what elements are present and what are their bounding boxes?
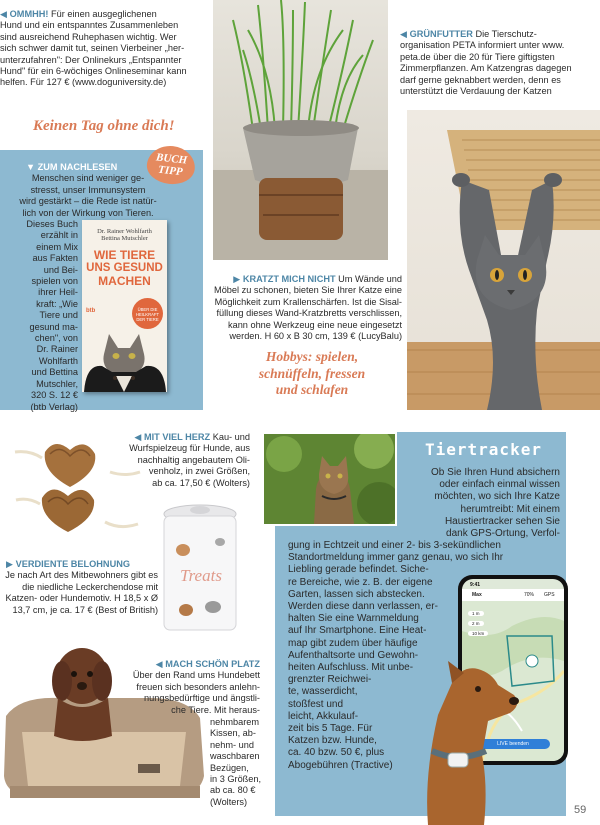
herz-line: Kau- und bbox=[212, 432, 250, 442]
platz-line: che Tiere. Mit heraus- bbox=[171, 704, 260, 715]
platz-line: (Wolters) bbox=[210, 796, 248, 807]
book-side-line: Mutschler, bbox=[36, 378, 78, 389]
phone-header bbox=[462, 589, 564, 601]
tracker-line: Katzen bzw. Hunde, bbox=[288, 735, 377, 747]
treats-jar bbox=[158, 502, 243, 634]
slogan-mid bbox=[222, 349, 402, 399]
triangle-left-icon: ◀ bbox=[400, 29, 408, 39]
tracker-line: oder einfach einmal wissen bbox=[439, 479, 560, 491]
phone-pet-name: Max bbox=[472, 592, 482, 598]
book-author: Bettina Mutschler bbox=[101, 235, 148, 242]
tracker-line: te, wasserdicht, bbox=[288, 686, 358, 698]
kratzt-line: füllung dieses Wand-Kratzbretts verschlissen, bbox=[216, 308, 402, 319]
phone-gps: GPS bbox=[544, 592, 555, 598]
book-sub-line: HEILKRAFT bbox=[135, 312, 160, 317]
kratzt-line: Möbel zu schonen, bieten Sie Ihrer Katze eine bbox=[214, 285, 402, 296]
cat-scratcher-image bbox=[407, 110, 600, 410]
tracker-line: gung in Echtzeit und einer 2- bis 3-sekündlichen bbox=[288, 540, 501, 551]
platz-line: Bezügen, bbox=[210, 762, 249, 773]
tracker-line: halten Sie eine Warnmeldung bbox=[288, 613, 419, 625]
book-side-line: chen", von bbox=[34, 333, 78, 344]
tracker-line: Werden diese dann verlassen, er- bbox=[288, 601, 438, 613]
book-top-line: wird gestärkt – die Rede ist natür- bbox=[19, 196, 157, 207]
kratzt-line: werden. H 60 x B 30 cm, 139 € (LucyBalu) bbox=[229, 331, 402, 342]
platz-heading: MACH SCHÖN PLATZ bbox=[165, 659, 260, 669]
book-top-line: Menschen sind weniger ge- bbox=[31, 173, 145, 184]
ommhh-line: sind ausreichend Ruhephasen wichtig. Wer bbox=[0, 31, 177, 42]
triangle-left-icon: ◀ bbox=[155, 659, 163, 669]
slogan-top: Keinen Tag ohne dich! bbox=[33, 118, 175, 134]
kratzt-line: Um Wände und bbox=[338, 274, 402, 284]
book-side-line: erzählt in bbox=[40, 230, 78, 241]
badge-word: BUCH bbox=[155, 151, 188, 167]
tracker-line: Abogebühren (Tractive) bbox=[288, 759, 393, 771]
phone-battery: 70% bbox=[524, 592, 535, 598]
book-side-line: gesund ma- bbox=[29, 321, 78, 332]
book-side-line: kraft: „Wie bbox=[36, 298, 78, 309]
tracker-line: Garten, lassen sich abstecken. bbox=[288, 588, 425, 600]
belohnung-heading: VERDIENTE BELOHNUNG bbox=[15, 559, 130, 569]
tracker-line: auf Ihr Smartphone. Eine Heat- bbox=[288, 625, 427, 637]
herz-heading: MIT VIEL HERZ bbox=[143, 432, 211, 442]
badge-word: TIPP bbox=[157, 163, 184, 179]
tracker-line: re Bereiche, wie z. B. der eigene bbox=[288, 576, 433, 588]
phone-distance-badge: 10 km bbox=[468, 631, 488, 636]
belohnung-line: Je nach Art des Mitbewohners gibt es bbox=[5, 570, 158, 581]
tracker-line: dank GPS-Ortung, Verfol- bbox=[446, 528, 560, 540]
gruenfutter-line: organisation PETA informiert unter www. bbox=[400, 40, 565, 51]
tracker-line: Standortmeldung immer ganz genau, wo sich Ihr bbox=[288, 552, 504, 564]
book-side-line: einem Mix bbox=[36, 241, 78, 252]
gruenfutter-line: Zimmerpflanzen. Am Katzengras dagegen bbox=[400, 63, 572, 74]
triangle-right-icon: ▶ bbox=[6, 559, 14, 569]
platz-line: Über den Rand ums Hundebett bbox=[132, 670, 260, 681]
triangle-left-icon: ◀ bbox=[134, 432, 142, 442]
book-side-line: Dieses Buch bbox=[26, 219, 78, 229]
slogan-mid-line: und schlafen bbox=[275, 382, 349, 397]
ommhh-heading: OMMHH! bbox=[9, 9, 49, 19]
page-number: 59 bbox=[574, 804, 587, 816]
book-title-line: UNS GESUND bbox=[86, 262, 163, 274]
cat-grass-photo bbox=[213, 0, 388, 260]
tracker-line: Aufenthaltsorte und Gewohn- bbox=[288, 649, 419, 661]
tracker-line: Haustiertracker sehen Sie bbox=[444, 515, 560, 527]
belohnung-line: Katzen- oder Hundemotiv. H 18,5 x Ø bbox=[5, 593, 158, 604]
book-side-line: (btb Verlag) bbox=[30, 401, 78, 412]
tracker-cat-image bbox=[264, 434, 395, 524]
platz-line: nungsbedürftige und ängstli- bbox=[144, 693, 260, 704]
phone-time: 9:41 bbox=[470, 582, 481, 588]
platz-line: nehm- und bbox=[210, 739, 254, 750]
tracker-cat-photo bbox=[262, 432, 397, 526]
platz-line: waschbaren bbox=[210, 751, 260, 762]
tracker-title: Tiertracker bbox=[425, 440, 542, 459]
triangle-left-icon: ◀ bbox=[0, 9, 8, 19]
tracker-line: ca. 40 bzw. 50 €, plus bbox=[288, 747, 385, 759]
tracker-line: leicht, Akkulauf- bbox=[288, 710, 359, 722]
book-top-line: lich von der Wirkung von Tieren. bbox=[22, 207, 154, 218]
book-sub-line: ÜBER DIE bbox=[137, 307, 158, 312]
gruenfutter-heading: GRÜNFUTTER bbox=[409, 29, 473, 39]
belohnung-line: die niedliche Leckerchendose mit bbox=[22, 581, 158, 592]
tracker-dog-image bbox=[418, 655, 528, 825]
tracker-line: grenzter Reichwei- bbox=[288, 674, 372, 686]
book-top-line: stresst, unser Immunsystem bbox=[30, 184, 146, 195]
book-title-line: MACHEN bbox=[98, 274, 151, 288]
ommhh-line: Für einen ausgeglichenen bbox=[51, 9, 157, 19]
gruenfutter-line: peta.de über die 20 für Tiere giftigsten bbox=[400, 51, 555, 62]
phone-distance-badge: 2 m bbox=[468, 621, 484, 626]
kratzt-heading: KRATZT MICH NICHT bbox=[242, 274, 336, 284]
herz-line: nachhaltig angebautem Oli- bbox=[137, 454, 250, 465]
belohnung-line: 13,7 cm, je ca. 17 € (Best of British) bbox=[12, 604, 158, 615]
tracker-line: Liebling gerade befindet. Siche- bbox=[288, 564, 429, 576]
slogan-mid-line: Hobbys: spielen, bbox=[265, 349, 359, 364]
book-side-line: Tiere und bbox=[39, 310, 78, 321]
book-cover bbox=[82, 220, 167, 392]
jar-label: Treats bbox=[180, 566, 222, 585]
triangle-down-icon: ▼ bbox=[26, 162, 36, 172]
platz-line: nehmbarem bbox=[210, 717, 260, 727]
ommhh-article bbox=[0, 9, 205, 89]
ommhh-line: unterzufahren": Der Onlinekurs „Entspannter bbox=[0, 54, 182, 65]
tracker-line: zeit bis 5 Tage. Für bbox=[288, 723, 373, 735]
book-side-line: Dr. Rainer bbox=[36, 344, 78, 355]
gruenfutter-line: unterstützt die Verdauung der Katzen bbox=[400, 86, 552, 97]
book-top-text bbox=[8, 162, 168, 219]
gruenfutter-article bbox=[400, 29, 596, 97]
tracker-line: map gibt zudem über häufige bbox=[288, 637, 418, 649]
book-sub-line: DER TIERE bbox=[136, 317, 159, 322]
ommhh-line: Hund und ein entspanntes Zusammenleben bbox=[0, 20, 179, 31]
platz-line: freuen sich besonders anlehn- bbox=[136, 681, 260, 692]
platz-line: ab ca. 80 € bbox=[210, 785, 256, 796]
book-cat-dog-image bbox=[82, 320, 167, 392]
book-side-line: spielen von bbox=[31, 276, 78, 287]
herz-line: Wurfspielzeug für Hunde, aus bbox=[129, 443, 250, 454]
book-side-text bbox=[3, 219, 78, 413]
cat-scratcher-photo bbox=[407, 110, 600, 410]
herz-article bbox=[110, 432, 250, 489]
phone-live-button[interactable]: LIVE beenden bbox=[476, 739, 550, 749]
tracker-line: möchten, wo sich Ihre Katze bbox=[434, 491, 560, 503]
tracker-text-a bbox=[400, 467, 560, 540]
kratzt-line: kann ohne Werkzeug eine neue eingesetzt bbox=[227, 319, 402, 330]
herz-line: ab ca. 17,50 € (Wolters) bbox=[152, 477, 250, 488]
book-side-line: Wohlfarth bbox=[38, 355, 78, 366]
platz-article bbox=[118, 659, 260, 716]
book-title-line: WIE TIERE bbox=[93, 248, 156, 262]
ommhh-line: Hund" für ein 6-wöchiges Onlineseminar kann bbox=[0, 66, 187, 77]
book-side-line: aus Fakten bbox=[32, 253, 78, 264]
ommhh-line: helfen. Für 127 € (www.doguniversity.de) bbox=[0, 77, 167, 88]
book-heading: ZUM NACHLESEN bbox=[37, 162, 118, 172]
book-author: Dr. Rainer Wohlfarth bbox=[97, 228, 152, 235]
gruenfutter-line: darf gerne geknabbert werden, denn es bbox=[400, 74, 561, 85]
slogan-mid-line: schnüffeln, fressen bbox=[258, 365, 366, 381]
platz-line: Kissen, ab- bbox=[210, 728, 256, 739]
gruenfutter-line: Die Tierschutz- bbox=[475, 29, 537, 39]
triangle-right-icon: ▶ bbox=[233, 274, 241, 284]
tracker-line: Ob Sie Ihren Hund absichern bbox=[431, 467, 560, 478]
herz-line: venholz, in zwei Größen, bbox=[148, 466, 250, 477]
book-side-line: ihrer Heil- bbox=[38, 287, 78, 298]
tracker-line: stoßfest und bbox=[288, 698, 344, 710]
belohnung-article bbox=[0, 559, 158, 616]
book-publisher: btb bbox=[86, 308, 96, 314]
book-side-line: und Bettina bbox=[31, 367, 78, 378]
platz-line: in 3 Größen, bbox=[210, 774, 262, 785]
cat-grass-image bbox=[213, 0, 388, 260]
kratzt-line: Möglichkeit zum Krallenschärfen. Ist die Sisal- bbox=[214, 296, 402, 307]
phone-distance-badge: 1 m bbox=[468, 611, 484, 616]
tracker-line: herumtreibt: Mit einem bbox=[460, 503, 560, 515]
ommhh-line: sich schwer damit tut, seinen Vierbeiner „her- bbox=[0, 43, 185, 54]
tracker-line: heiten Aufschluss. Mit unbe- bbox=[288, 662, 414, 674]
book-side-line: und Bei- bbox=[43, 264, 78, 275]
book-side-line: 320 S. 12 € bbox=[31, 390, 78, 401]
kratzt-article bbox=[208, 274, 402, 342]
platz-narrow-text bbox=[210, 717, 272, 808]
